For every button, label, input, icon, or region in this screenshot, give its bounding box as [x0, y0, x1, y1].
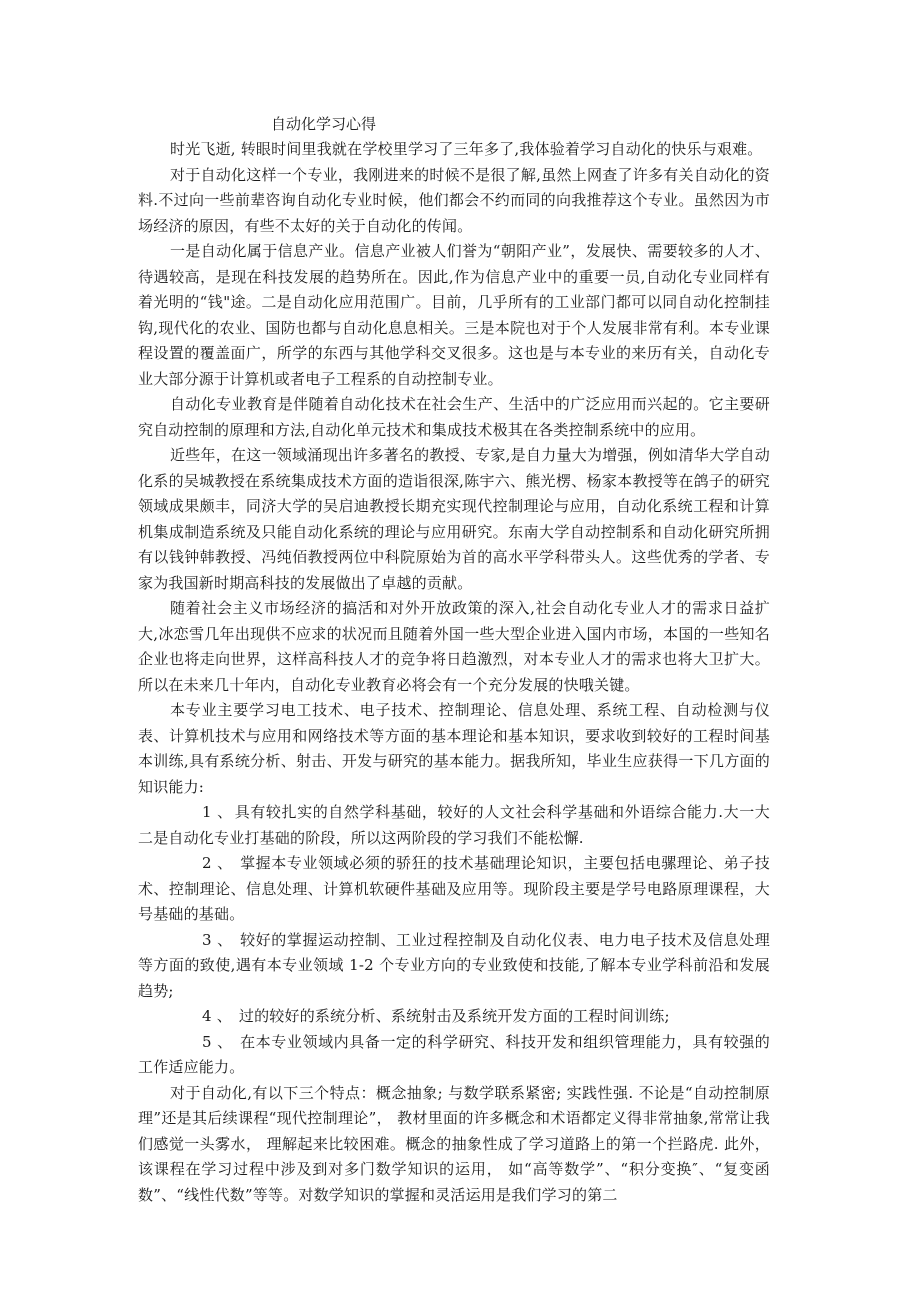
paragraph-3: 一是自动化属于信息产业。信息产业被人们誉为“朝阳产业”，发展快、需要较多的人才、待遇较高，是现在科技发展的趋势所在。因此,作为信息产业中的重要一员,自动化专业同样有着光明的“钱"途。二是自动化应用范围广。目前，几乎所有的工业部门都可以同自动化控制挂钩,现代化的农业、国防也都与自动化息息相关。三是本院也对于个人发展非常有利。本专业课程设置的覆盖面广，所学的东西与其他学科交叉很多。这也是与本专业的来历有关，自动化专业大部分源于计算机或者电子工程系的自动控制专业。: [138, 242, 770, 388]
document-title: 自动化学习心得: [271, 115, 377, 133]
list-item-number: 5 、: [202, 1032, 233, 1051]
list-item-text: 掌握本专业领域必须的骄狂的技术基础理论知识，主要包括电骡理论、弟子技术、控制理论、信息处理、计算机软硬件基础及应用等。现阶段主要是学号电路原理课程，大号基础的基础。: [138, 854, 770, 923]
document-page: [138, 112, 770, 1208]
paragraph-2: 对于自动化这样一个专业，我刚进来的时候不是很了解,虽然上网查了许多有关自动化的资料.不过向一些前辈咨询自动化专业时候，他们都会不约而同的向我推荐这个专业。虽然因为市场经济的原因，有些不太好的关于自动化的传闻。: [138, 165, 770, 235]
paragraph-1: 时光飞逝, 转眼时间里我就在学校里学习了三年多了,我体验着学习自动化的快乐与艰难。: [170, 140, 763, 158]
paragraph-7: 本专业主要学习电工技术、电子技术、控制理论、信息处理、系统工程、自动检测与仪表、计算机技术与应用和网络技术等方面的基本理论和基本知识，要求收到较好的工程时间基本训练,具有系统分析、射击、开发与研究的基本能力。据我所知，毕业生应获得一下几方面的知识能力:: [138, 701, 770, 796]
list-item-1: [138, 800, 770, 851]
paragraph-closing: 对于自动化,有以下三个特点：概念抽象; 与数学联系紧密; 实践性强. 不论是“自动控制原理”还是其后续课程“现代控制理论”， 教材里面的许多概念和术语都定义得非常抽象,常常让我们感觉一头雾水， 理解起来比较困难。概念的抽象性成了学习道路上的第一个拦路虎. 此外， 该课程在学习过程中涉及到对多门数学知识的运用， 如“高等数学”、“积分变换″、“复变函数”、“线性代数”等等。对数学知识的掌握和灵活运用是我们学习的第二: [138, 1083, 770, 1204]
list-item-number: 2 、: [202, 854, 233, 872]
list-item-4: [138, 1004, 770, 1030]
list-item-2: [138, 851, 770, 928]
list-item-text: 具有较扎实的自然学科基础，较好的人文社会科学基础和外语综合能力.大一大二是自动化专业打基础的阶段，所以这两阶段的学习我们不能松懈.: [138, 803, 770, 847]
list-item-text: 较好的掌握运动控制、工业过程控制及自动化仪表、电力电子技术及信息处理等方面的致使,遇有本专业领域 1-2 个专业方向的专业致使和技能,了解本专业学科前沿和发展趋势;: [138, 930, 770, 1000]
list-item-number: 3 、: [202, 930, 233, 949]
list-item-number: 1 、: [202, 803, 233, 821]
list-item-text: 过的较好的系统分析、系统射击及系统开发方面的工程时间训练;: [233, 1007, 670, 1025]
list-item-3: [138, 928, 770, 1005]
list-item-5: [138, 1030, 770, 1081]
paragraph-4: 自动化专业教育是伴随着自动化技术在社会生产、生活中的广泛应用而兴起的。它主要研究自动控制的原理和方法,自动化单元技术和集成技术极其在各类控制系统中的应用。: [138, 395, 770, 439]
list-item-number: 4 、: [202, 1007, 232, 1025]
paragraph-6: 随着社会主义市场经济的搞活和对外开放政策的深入,社会自动化专业人才的需求日益扩大,冰恋雪几年出现供不应求的状况而且随着外国一些大型企业进入国内市场，本国的一些知名企业也将走向世界，这样高科技人才的竞争将日趋激烈，对本专业人才的需求也将大卫扩大。所以在未来几十年内，自动化专业教育必将会有一个充分发展的快哦关键。: [138, 599, 770, 694]
paragraph-5: 近些年，在这一领域涌现出许多著名的教授、专家,是自力量大为增强，例如清华大学自动化系的吴城教授在系统集成技术方面的造诣很深,陈宇六、熊光楞、杨家本教授等在鸽子的研究领域成果颇丰，同济大学的吴启迪教授长期充实现代控制理论与应用，自动化系统工程和计算机集成制造系统及只能自动化系统的理论与应用研究。东南大学自动控制系和自动化研究所拥有以钱钟韩教授、冯纯佰教授两位中科院原始为首的高水平学科带头人。这些优秀的学者、专家为我国新时期高科技的发展做出了卓越的贡献。: [138, 446, 770, 592]
list-item-text: 在本专业领域内具备一定的科学研究、科技开发和组织管理能力，具有较强的工作适应能力。: [138, 1032, 770, 1076]
